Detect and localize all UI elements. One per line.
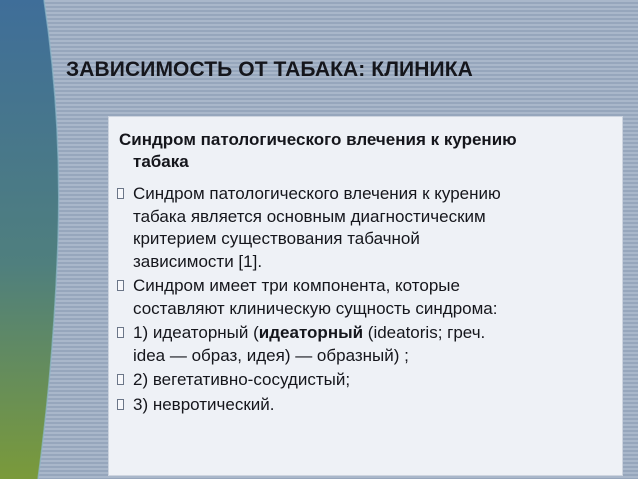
bullet-line: зависимости [1]. — [133, 251, 263, 271]
bullet-marker-icon — [117, 399, 124, 410]
bullet-line: критерием существования табачной — [133, 229, 420, 248]
bullet-marker-icon — [117, 374, 124, 385]
bullet-item — [109, 275, 624, 320]
bullet-item — [109, 322, 624, 367]
bullet-item — [109, 183, 624, 273]
heading-line-2: табака — [133, 152, 189, 171]
heading-line-1: Синдром патологического влечения к курению — [119, 130, 517, 149]
left-decorative-band — [0, 0, 70, 479]
bullet-text-part: 1) идеаторный ( — [133, 323, 259, 342]
slide-title: ЗАВИСИМОСТЬ ОТ ТАБАКА: КЛИНИКА — [66, 58, 473, 81]
left-band-graphic — [0, 0, 70, 479]
bullet-text — [133, 276, 497, 318]
bullet-line: Синдром имеет три компонента, которые — [133, 276, 460, 295]
bold-term: идеаторный — [258, 323, 364, 342]
bullet-marker-icon — [117, 188, 124, 199]
bullet-text — [133, 184, 501, 271]
content-panel — [108, 116, 623, 476]
section-heading — [119, 129, 619, 173]
bullet-line: idea — образ, идея) — образный) ; — [133, 345, 409, 365]
bullet-item — [109, 369, 624, 392]
bullet-line: составляют клиническую сущность синдрома: — [133, 298, 498, 318]
bullet-marker-icon — [117, 327, 124, 338]
bullet-text — [133, 323, 485, 365]
bullet-line: табака является основным диагностическим — [133, 206, 486, 226]
bullet-text-part: (ideatoris; греч. — [363, 323, 486, 342]
bullet-text: 2) вегетативно-сосудистый; — [133, 370, 351, 389]
bullet-line: Синдром патологического влечения к курению — [133, 184, 501, 203]
bullet-list — [109, 183, 624, 418]
bullet-marker-icon — [117, 280, 124, 291]
bullet-text: 3) невротический. — [133, 394, 275, 414]
bullet-item — [109, 394, 624, 417]
